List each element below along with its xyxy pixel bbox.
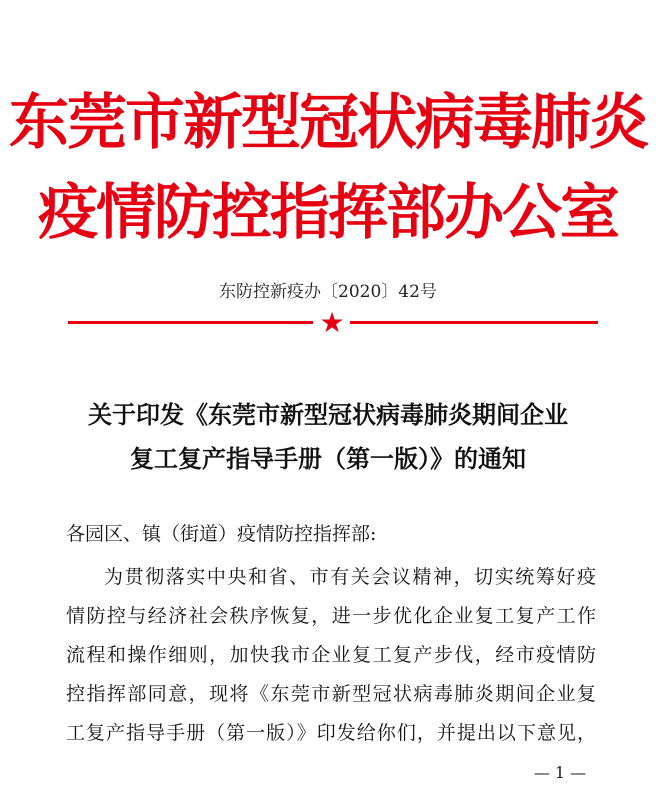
paragraph-line: 工复产指导手册（第一版）》印发给你们，并提出以下意见， [66,722,596,744]
red-rule-left [68,321,313,324]
addressee: 各园区、镇（街道）疫情防控指挥部: [66,523,377,545]
notice-title-line-1: 关于印发《东莞市新型冠状病毒肺炎期间企业 [88,400,568,429]
star-icon: ★ [319,306,345,339]
paragraph-line: 控指挥部同意，现将《东莞市新型冠状病毒肺炎期间企业复 [66,683,596,705]
issuer-header-line-1: 东莞市新型冠状病毒肺炎 [9,88,647,158]
paragraph-line: 情防控与经济社会秩序恢复，进一步优化企业复工复产工作 [66,605,596,627]
issuer-header-line-2: 疫情防控指挥部办公室 [38,178,618,248]
paragraph-line: 为贯彻落实中央和省、市有关会议精神，切实统筹好疫 [104,566,596,588]
paragraph-line: 流程和操作细则，加快我市企业复工复产步伐，经市疫情防 [66,644,596,666]
page-number: — 1 — [533,763,587,782]
notice-title-line-2: 复工复产指导手册（第一版）》的通知 [130,444,526,473]
document-number: 东防控新疫办〔2020〕42号 [219,282,437,302]
red-rule-right [350,321,598,324]
